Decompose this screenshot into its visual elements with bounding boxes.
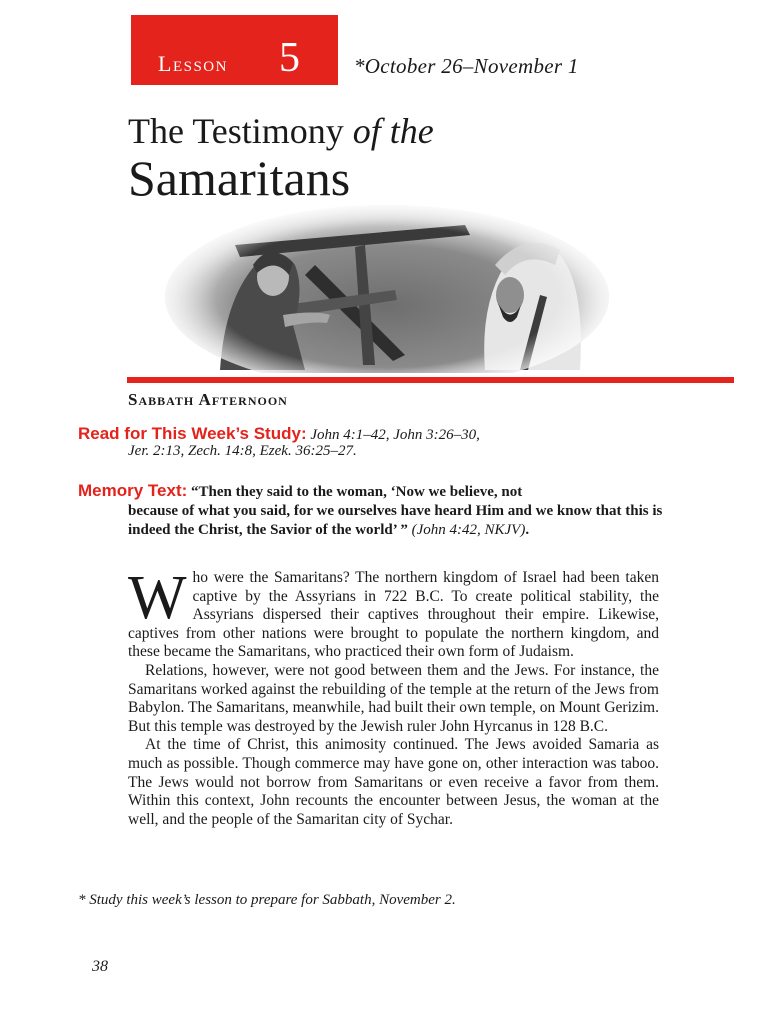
lesson-label: Lesson	[158, 51, 228, 76]
memory-text-rest-wrap	[78, 502, 668, 540]
woman-at-well-illustration	[165, 205, 610, 373]
body-paragraph-1	[128, 564, 659, 662]
footnote: * Study this week’s lesson to prepare for Sabbath, November 2.	[78, 892, 456, 908]
lesson-badge	[131, 15, 338, 85]
study-refs-line1: John 4:1–42, John 3:26–30,	[306, 427, 480, 443]
memory-text-rest: because of what you said, for we ourselves have heard Him and we know that this is indeed the Christ, the Savior of the world’ ”	[128, 503, 663, 538]
lesson-number: 5	[279, 35, 300, 81]
study-refs-line2: Jer. 2:13, Zech. 14:8, Ezek. 36:25–27.	[128, 443, 357, 459]
page-title-line2: Samaritans	[128, 150, 351, 206]
drop-cap: W	[128, 564, 187, 632]
memory-end: .	[525, 522, 530, 538]
study-label: Read for This Week’s Study:	[78, 424, 307, 443]
lesson-dates: *October 26–November 1	[354, 54, 579, 78]
title-italic: of the	[352, 111, 434, 151]
memory-text-line1: “Then they said to the woman, ‘Now we believe, not	[187, 484, 523, 500]
section-heading: Sabbath Afternoon	[128, 390, 288, 409]
memory-citation: (John 4:42, NKJV)	[411, 522, 526, 538]
body-paragraph-2: Relations, however, were not good between them and the Jews. For instance, the Samaritans worked against the rebuilding of the temple at the return of the Jews from Babylon. The Samaritans, meanwhile, had built their own temple, on Mount Gerizim. But this temple was destroyed by the Jewish ruler John Hyrcanus in 128 B.C.	[128, 661, 659, 735]
memory-text-block	[78, 481, 668, 540]
page-number: 38	[92, 958, 108, 975]
title-plain: The Testimony	[128, 111, 353, 151]
page-title-line1	[128, 111, 434, 151]
memory-label: Memory Text:	[78, 481, 188, 500]
study-references	[78, 425, 668, 444]
body-paragraph-3: At the time of Christ, this animosity continued. The Jews avoided Samaria as much as possible. Though commerce may have gone on, other interaction was taboo. The Jews would not borrow from Samaritans or even receive a favor from them. Within this context, John recounts the encounter between Jesus, the woman at the well, and the people of the Samaritan city of Sychar.	[128, 736, 659, 828]
paragraph-1-text: ho were the Samaritans? The northern kingdom of Israel had been taken captive by the Assyrians in 722 B.C. To create political stability, the Assyrians dispersed their captives throughout their empire. Likewise, captives from other nations were brought to populate the northern kingdom, and these became the Samaritans, who practiced their own form of Judaism.	[128, 569, 659, 661]
section-divider	[127, 377, 734, 383]
lesson-body	[128, 564, 659, 829]
